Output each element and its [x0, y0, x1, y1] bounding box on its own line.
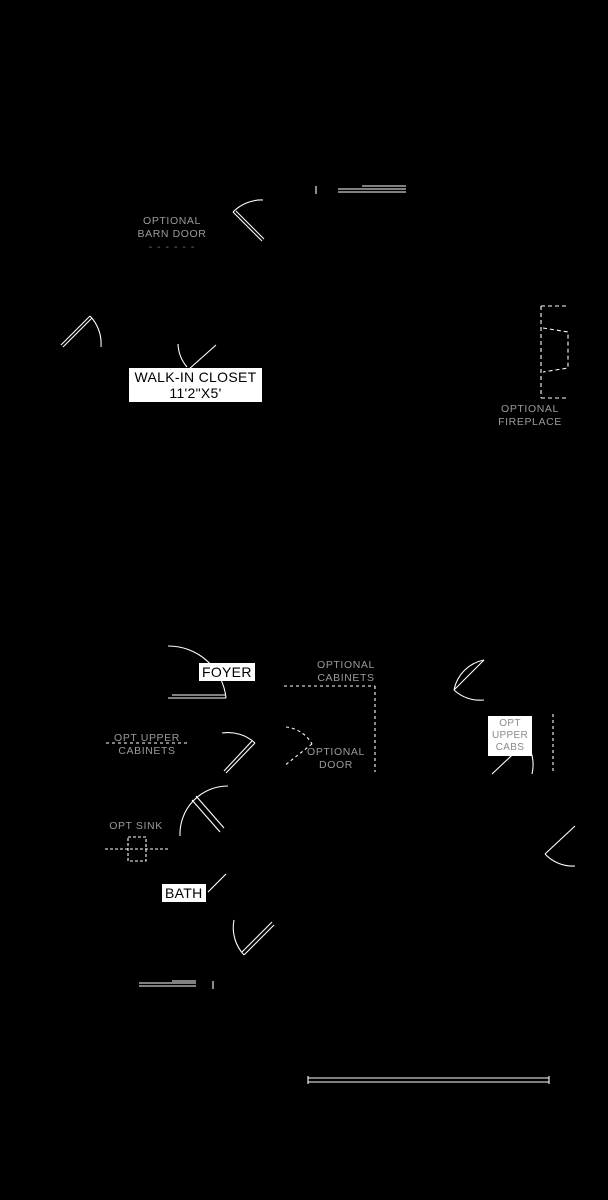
bath-inner-swing	[208, 874, 226, 892]
bath-door-swing	[180, 786, 228, 836]
note-fireplace: OPTIONAL FIREPLACE	[498, 403, 562, 428]
note-optional-cabinets: OPTIONAL CABINETS	[317, 659, 375, 684]
bath-lower-door-swing	[233, 920, 274, 955]
right-door-swing-lower	[545, 826, 575, 866]
room-size-walk-in-closet: 11'2"X5'	[169, 385, 222, 401]
note-opt-sink: OPT SINK	[109, 820, 163, 832]
left-door-swing	[61, 316, 101, 347]
bottom-long-window	[308, 1076, 549, 1084]
hall-door-swing	[222, 733, 255, 773]
note-opt-upper-cabs: OPT UPPER CABS	[488, 716, 532, 756]
right-door-swing-top	[454, 660, 484, 700]
note-barn-door: OPTIONAL BARN DOOR - - - - - -	[137, 215, 207, 253]
bottom-left-window	[139, 981, 213, 989]
closet-door-swing	[178, 344, 216, 370]
room-label-walk-in-closet: WALK-IN CLOSET 11'2"X5'	[129, 368, 262, 402]
room-label-bath: BATH	[162, 884, 206, 902]
sink-fixture	[105, 837, 168, 861]
fireplace-outline	[541, 306, 569, 398]
top-window	[316, 186, 406, 194]
barn-door-swing	[233, 200, 264, 241]
note-opt-upper-cabinets: OPT UPPER CABINETS	[114, 732, 180, 757]
room-label-foyer: FOYER	[199, 663, 255, 681]
note-optional-door: OPTIONAL DOOR	[307, 746, 365, 771]
